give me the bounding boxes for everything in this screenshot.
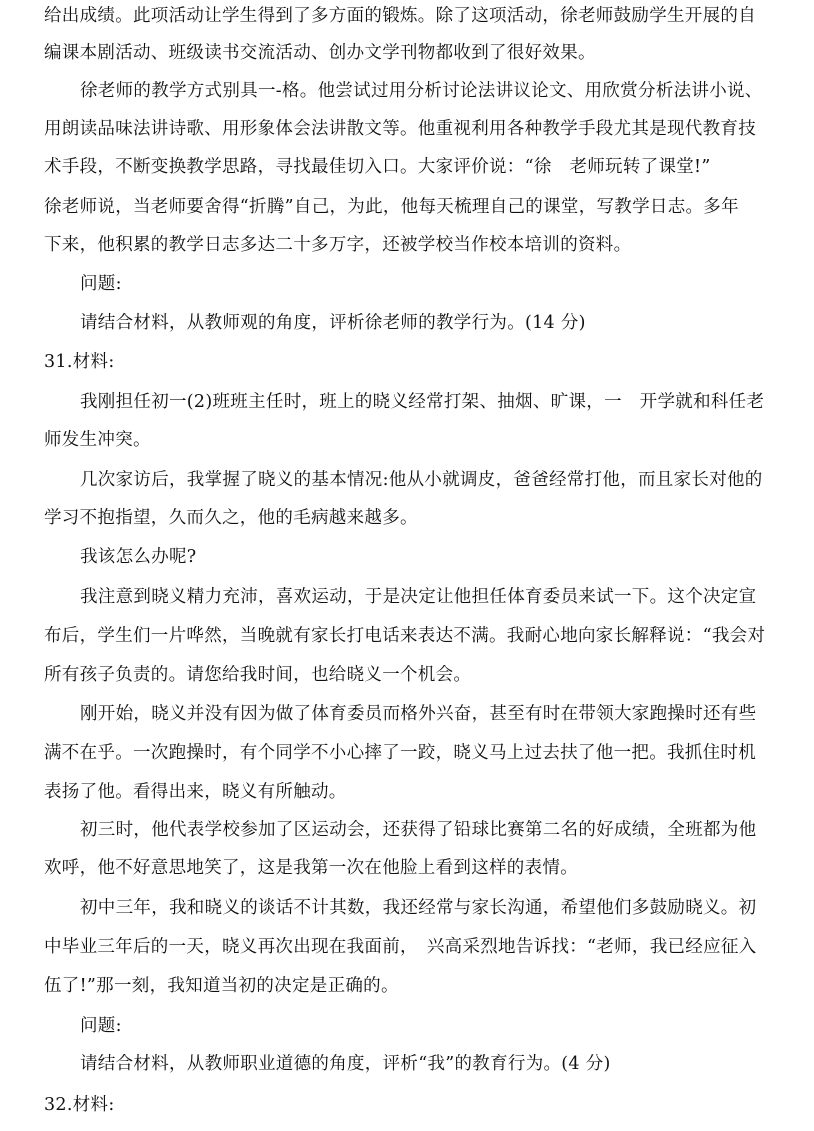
text-line: 学习不抱指望，久而久之，他的毛病越来越多。 <box>44 508 418 528</box>
text-line: 我刚担任初一(2)班班主任时，班上的晓义经常打架、抽烟、旷课，一 开学就和科任老 <box>80 392 765 412</box>
text-line: 满不在乎。一次跑操时，有个同学不小心摔了一跤，晓义马上过去扶了他一把。我抓住时机 <box>44 743 756 763</box>
text-line: 我该怎么办呢? <box>80 547 197 567</box>
text-line: 所有孩子负责的。请您给我时间，也给晓义一个机会。 <box>44 665 472 685</box>
text-line: 给出成绩。此项活动让学生得到了多方面的锻炼。除了这项活动，徐老师鼓励学生开展的自 <box>44 6 756 26</box>
text-line: 布后，学生们一片哗然，当晚就有家长打电话来表达不满。我耐心地向家长解释说：“我会对 <box>44 626 766 646</box>
text-line: 我注意到晓义精力充沛，喜欢运动，于是决定让他担任体育委员来试一下。这个决定宣 <box>80 587 757 607</box>
text-line: 下来，他积累的教学日志多达二十多万字，还被学校当作校本培训的资料。 <box>44 235 632 255</box>
text-line: 初三时，他代表学校参加了区运动会，还获得了铅球比赛第二名的好成绩，全班都为他 <box>80 820 757 840</box>
question-label: 问题: <box>80 274 122 294</box>
text-line: 编课本剧活动、班级读书交流活动、创办文学刊物都收到了很好效果。 <box>44 43 596 63</box>
question-label: 问题: <box>80 1016 122 1036</box>
text-line: 徐老师说，当老师要舍得“折腾”自己，为此，他每天梳理自己的课堂，写教学日志。多年 <box>44 197 739 217</box>
text-line: 伍了!”那一刻，我知道当初的决定是正确的。 <box>44 976 399 996</box>
section-heading: 32.材料: <box>44 1095 115 1115</box>
text-line: 初中三年，我和晓义的谈话不计其数，我还经常与家长沟通，希望他们多鼓励晓义。初 <box>80 898 757 918</box>
text-line: 用朗读品味法讲诗歌、用形象体会法讲散文等。他重视利用各种教学手段尤其是现代教育技 <box>44 119 756 139</box>
text-line: 欢呼，他不好意思地笑了，这是我第一次在他脸上看到这样的表情。 <box>44 858 578 878</box>
text-line: 几次家访后，我掌握了晓义的基本情况:他从小就调皮，爸爸经常打他，而且家长对他的 <box>80 470 763 490</box>
text-line: 刚开始，晓义并没有因为做了体育委员而格外兴奋，甚至有时在带领大家跑操时还有些 <box>80 704 757 724</box>
question-text: 请结合材料，从教师观的角度，评析徐老师的教学行为。(14 分) <box>80 313 586 333</box>
section-heading: 31.材料: <box>44 352 115 372</box>
question-text: 请结合材料，从教师职业道德的角度，评析“我”的教育行为。(4 分) <box>80 1054 611 1074</box>
text-line: 师发生冲突。 <box>44 430 151 450</box>
text-line: 表扬了他。看得出来，晓义有所触动。 <box>44 782 347 802</box>
text-line: 徐老师的教学方式别具一-格。他尝试过用分析讨论法讲议论文、用欣赏分析法讲小说、 <box>80 81 763 101</box>
text-line: 中毕业三年后的一天，晓义再次出现在我面前， 兴高采烈地告诉找：“老师，我已经应征入 <box>44 937 757 957</box>
text-line: 术手段，不断变换教学思路，寻找最佳切入口。大家评价说：“徐 老师玩转了课堂!” <box>44 157 711 177</box>
